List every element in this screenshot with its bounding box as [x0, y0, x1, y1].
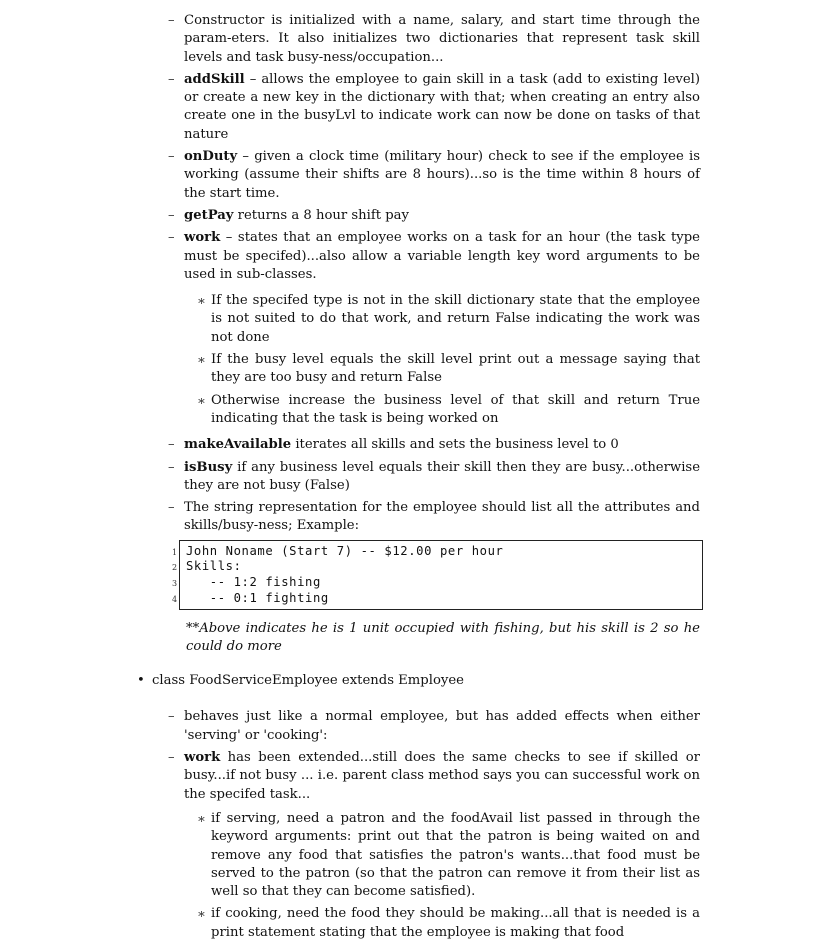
subitem-text: if cooking, need the food they should be making...all that is needed is a print statement stating that the employee is making that food [211, 906, 700, 940]
star-marker: ∗ [197, 811, 206, 827]
item-text: – given a clock time (military hour) check to see if the employee is working (assume their shifts are 8 hours)...so is the time within 8 hours of the start time. [184, 149, 700, 201]
list-item-isbusy [168, 459, 700, 496]
example-note: **Above indicates he is 1 unit occupied with fishing, but his skill is 2 so he could do more [186, 620, 700, 654]
dash-marker: – [168, 709, 175, 725]
item-text: – allows the employee to gain skill in a task (add to existing level) or create a new key in the dictionary with that; when creating an entry also create one in the busyLvl to indicate work can now be done on tasks of that nature [184, 71, 700, 142]
document-page [0, 12, 814, 946]
method-name: makeAvailable [184, 437, 292, 453]
code-line [172, 575, 702, 591]
list-item-constructor [168, 12, 700, 67]
class-bullet-foodserviceemployee [137, 672, 814, 690]
item-text: – states that an employee works on a task for an hour (the task type must be specifed)...also allow a variable length key word arguments to be used in sub-classes. [184, 230, 700, 282]
list-item-work [168, 229, 700, 284]
item-text: Constructor is initialized with a name, salary, and start time through the param-eters. It also initializes two dictionaries that represent task skill levels and task busy-ness/occupation... [184, 13, 700, 65]
dash-marker: – [168, 149, 175, 165]
dash-marker: – [168, 459, 175, 475]
code-text: -- 0:1 fighting [186, 590, 329, 605]
line-number: 1 [172, 547, 178, 557]
subitem-not-suited [197, 292, 700, 347]
method-name: getPay [184, 207, 234, 223]
code-line [172, 559, 702, 575]
dash-marker: – [168, 750, 175, 766]
list-item-string-repr [168, 499, 700, 536]
line-number: 3 [172, 579, 178, 589]
method-name: addSkill [184, 71, 245, 87]
item-text: The string representation for the employee should list all the attributes and skills/busy-ness; Example: [184, 500, 700, 534]
item-text: behaves just like a normal employee, but has added effects when either 'serving' or 'cooking': [184, 709, 700, 743]
subitem-otherwise [197, 392, 700, 429]
subitem-serving [197, 810, 700, 901]
star-marker: ∗ [197, 353, 206, 369]
dash-marker: – [168, 230, 175, 246]
list-item-onduty [168, 148, 700, 203]
bullet-marker: • [137, 673, 145, 689]
item-text: iterates all skills and sets the business level to 0 [291, 437, 619, 453]
line-number: 4 [172, 594, 178, 604]
dash-marker: – [168, 13, 175, 28]
code-line [172, 543, 702, 560]
code-text: Skills: [186, 559, 242, 574]
subitem-text: Otherwise increase the business level of that skill and return True indicating that the task is being worked on [211, 392, 700, 426]
method-name: onDuty [184, 149, 238, 165]
dash-marker: – [168, 207, 175, 223]
dash-marker: – [168, 437, 175, 453]
star-marker: ∗ [197, 907, 206, 923]
class-heading: class FoodServiceEmployee extends Employee [152, 673, 464, 689]
subitem-text: if serving, need a patron and the foodAvail list passed in through the keyword arguments: print out that the patron is being waited on and remove any food that satisfies the patron's wants...that food must be served to the patron (so that the patron can remove it from their list as well so that they can become satisfied). [211, 810, 700, 900]
dash-marker: – [168, 500, 175, 516]
dash-marker: – [168, 71, 175, 87]
item-text: has been extended...still does the same checks to see if skilled or busy...if not busy ... i.e. parent class method says you can successful work on the specifed task... [184, 750, 700, 802]
list-item-getpay [168, 207, 700, 225]
code-text: -- 1:2 fishing [186, 575, 321, 590]
method-name: isBusy [184, 459, 233, 475]
list-item-addskill [168, 71, 700, 144]
subitem-cooking [197, 905, 700, 942]
subitem-text: If the busy level equals the skill level print out a message saying that they are too busy and return False [211, 352, 700, 386]
subitem-too-busy [197, 351, 700, 388]
star-marker: ∗ [197, 294, 206, 310]
method-name: work [184, 750, 221, 766]
method-name: work [184, 230, 221, 246]
line-number: 2 [172, 563, 178, 573]
item-text: if any business level equals their skill then they are busy...otherwise they are not busy (False) [184, 459, 700, 493]
list-item-makeavailable [168, 436, 700, 454]
subitem-text: If the specifed type is not in the skill dictionary state that the employee is not suited to do that work, and return False indicating the work was not done [211, 293, 700, 345]
star-marker: ∗ [197, 393, 206, 409]
list-item-behaves [168, 708, 700, 745]
list-item-work-extended [168, 749, 700, 804]
code-listing [172, 540, 703, 610]
item-text: returns a 8 hour shift pay [233, 207, 409, 223]
code-line [172, 590, 702, 607]
code-text: John Noname (Start 7) -- $12.00 per hour [186, 543, 504, 558]
